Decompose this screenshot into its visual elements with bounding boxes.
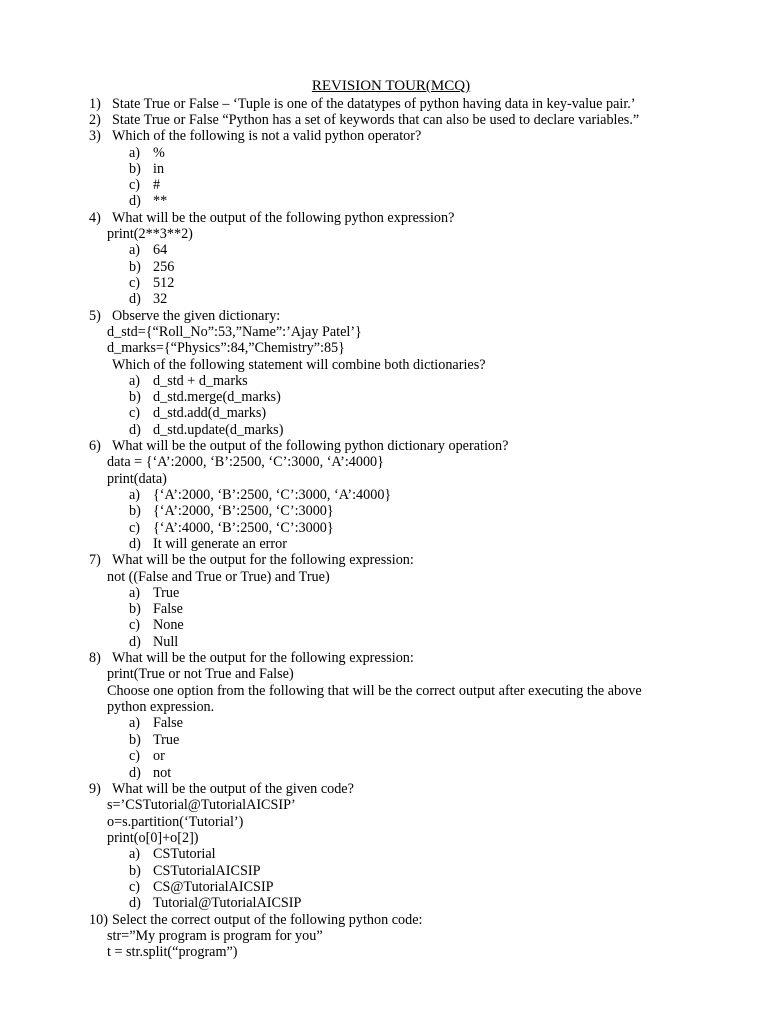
option-letter: b) (129, 732, 141, 748)
option-letter: c) (129, 275, 141, 291)
question-text: What will be the output of the given code? (112, 781, 354, 797)
code-text: print(o[0]+o[2]) (107, 830, 199, 846)
option-letter: c) (129, 748, 141, 764)
option-text: It will generate an error (153, 536, 287, 552)
option-text: d_std.merge(d_marks) (153, 389, 281, 405)
option-text: or (153, 748, 165, 764)
option-letter: c) (129, 177, 141, 193)
option-letter: b) (129, 161, 141, 177)
option-text: d_std + d_marks (153, 373, 248, 389)
option-text: CSTutorial (153, 846, 216, 862)
option-text: d_std.add(d_marks) (153, 405, 267, 421)
option-letter: d) (129, 422, 141, 438)
option-text: {‘A’:2000, ‘B’:2500, ‘C’:3000} (153, 503, 334, 519)
option-letter: b) (129, 863, 141, 879)
option-letter: d) (129, 895, 141, 911)
option-letter: d) (129, 193, 141, 209)
question-text: python expression. (107, 699, 215, 715)
question-text: What will be the output of the following python dictionary operation? (112, 438, 509, 454)
option-text: {‘A’:2000, ‘B’:2500, ‘C’:3000, ‘A’:4000} (153, 487, 392, 503)
question-text: Observe the given dictionary: (112, 308, 281, 324)
option-text: ** (153, 193, 168, 209)
option-text: False (153, 601, 183, 617)
code-text: s=’CSTutorial@TutorialAICSIP’ (107, 797, 296, 813)
option-letter: a) (129, 846, 141, 862)
option-text: CSTutorialAICSIP (153, 863, 261, 879)
option-letter: a) (129, 145, 141, 161)
option-letter: c) (129, 879, 141, 895)
question-number: 2) (89, 112, 101, 128)
question-text: What will be the output for the following expression: (112, 650, 414, 666)
option-letter: d) (129, 634, 141, 650)
option-text: Tutorial@TutorialAICSIP (153, 895, 302, 911)
question-text: Which of the following statement will combine both dictionaries? (112, 357, 486, 373)
question-number: 3) (89, 128, 101, 144)
option-text: True (153, 732, 180, 748)
option-letter: d) (129, 765, 141, 781)
option-letter: b) (129, 601, 141, 617)
option-text: True (153, 585, 180, 601)
option-text: # (153, 177, 161, 193)
option-text: Null (153, 634, 179, 650)
option-text: 256 (153, 259, 175, 275)
option-text: in (153, 161, 165, 177)
code-text: str=”My program is program for you” (107, 928, 323, 944)
option-text: 64 (153, 242, 168, 258)
code-text: o=s.partition(‘Tutorial’) (107, 814, 244, 830)
question-number: 9) (89, 781, 101, 797)
option-letter: a) (129, 373, 141, 389)
question-text: State True or False – ‘Tuple is one of the datatypes of python having data in key-value pair.’ (112, 96, 636, 112)
code-text: not ((False and True or True) and True) (107, 569, 330, 585)
page-title: REVISION TOUR(MCQ) (311, 78, 471, 94)
option-text: None (153, 617, 184, 633)
question-text: Which of the following is not a valid python operator? (112, 128, 422, 144)
option-text: % (153, 145, 165, 161)
option-letter: d) (129, 291, 141, 307)
question-number: 7) (89, 552, 101, 568)
question-number: 6) (89, 438, 101, 454)
option-letter: c) (129, 405, 141, 421)
option-letter: b) (129, 259, 141, 275)
code-text: data = {‘A’:2000, ‘B’:2500, ‘C’:3000, ‘A’:4000} (107, 454, 384, 470)
question-number: 10) (89, 912, 108, 928)
option-text: CS@TutorialAICSIP (153, 879, 274, 895)
question-text: Select the correct output of the following python code: (112, 912, 423, 928)
question-number: 1) (89, 96, 101, 112)
option-text: 32 (153, 291, 168, 307)
option-text: not (153, 765, 172, 781)
question-number: 5) (89, 308, 101, 324)
option-letter: c) (129, 617, 141, 633)
option-letter: a) (129, 242, 141, 258)
option-letter: a) (129, 585, 141, 601)
code-text: d_marks={“Physics”:84,”Chemistry”:85} (107, 340, 345, 356)
option-text: d_std.update(d_marks) (153, 422, 284, 438)
code-text: print(2**3**2) (107, 226, 193, 242)
code-text: print(True or not True and False) (107, 666, 294, 682)
option-letter: c) (129, 520, 141, 536)
question-number: 8) (89, 650, 101, 666)
question-text: State True or False “Python has a set of keywords that can also be used to declare variables.” (112, 112, 640, 128)
code-text: d_std={“Roll_No”:53,”Name”:’Ajay Patel’} (107, 324, 362, 340)
option-letter: a) (129, 715, 141, 731)
option-letter: b) (129, 389, 141, 405)
option-text: False (153, 715, 183, 731)
option-letter: d) (129, 536, 141, 552)
option-text: {‘A’:4000, ‘B’:2500, ‘C’:3000} (153, 520, 334, 536)
option-letter: a) (129, 487, 141, 503)
question-text: Choose one option from the following that will be the correct output after executing the above (107, 683, 642, 699)
question-text: What will be the output for the following expression: (112, 552, 414, 568)
option-letter: b) (129, 503, 141, 519)
code-text: t = str.split(“program”) (107, 944, 238, 960)
option-text: 512 (153, 275, 175, 291)
question-number: 4) (89, 210, 101, 226)
code-text: print(data) (107, 471, 167, 487)
question-text: What will be the output of the following python expression? (112, 210, 455, 226)
